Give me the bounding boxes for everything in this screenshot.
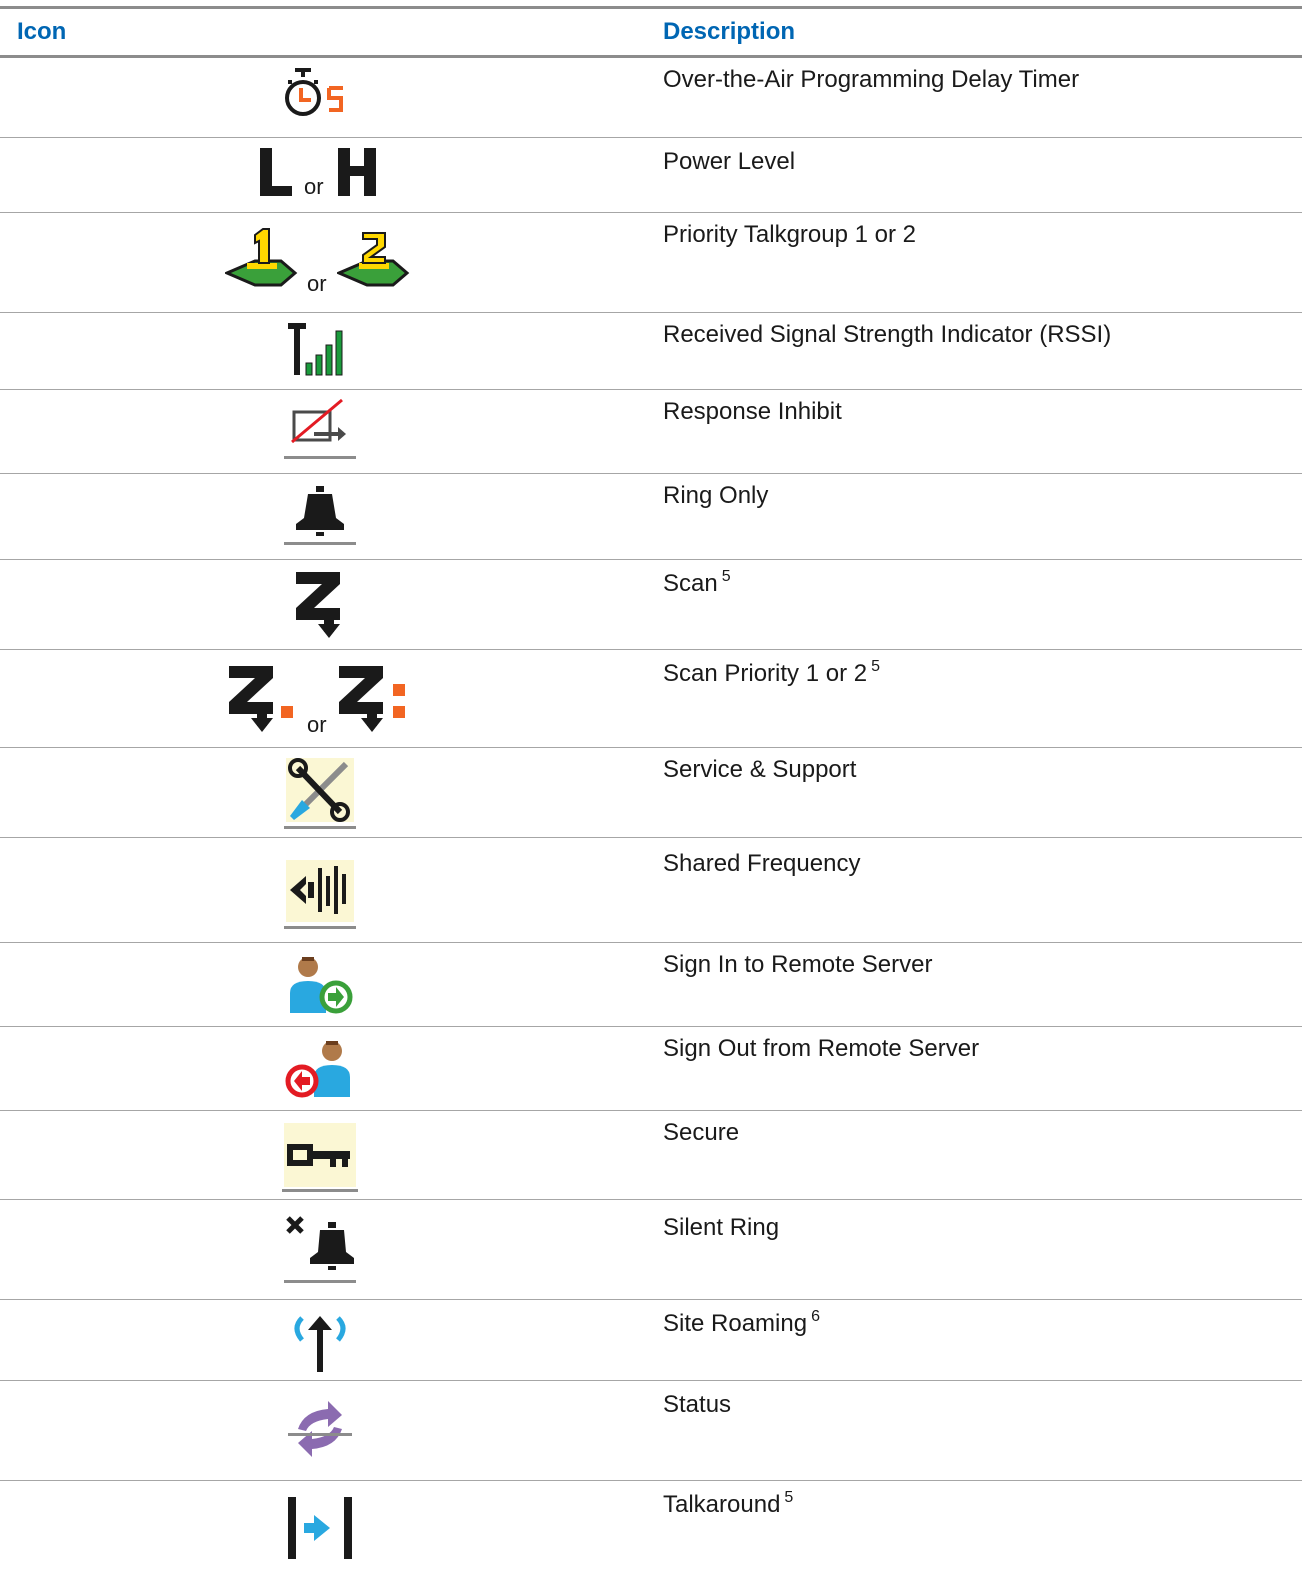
footnote-ref: 5 — [784, 1489, 794, 1506]
or-label: or — [307, 712, 327, 737]
header-description-label: Description — [663, 18, 796, 45]
sign-in-remote-server-icon — [284, 953, 356, 1015]
scan-icon — [292, 566, 348, 642]
table-row — [0, 1200, 1302, 1300]
row-description: Service & Support — [663, 756, 857, 783]
row-description: Over-the-Air Programming Delay Timer — [663, 66, 1080, 93]
row-description: Ring Only — [663, 482, 769, 509]
table-header — [0, 9, 1302, 55]
silent-ring-icon — [284, 1214, 356, 1284]
talkaround-icon — [284, 1495, 356, 1561]
table-row — [0, 560, 1302, 650]
priority-2-icon — [337, 227, 417, 291]
row-description: Silent Ring — [663, 1214, 780, 1241]
scan-priority-2-icon — [335, 660, 415, 736]
table-row — [0, 650, 1302, 748]
table-row — [0, 313, 1302, 390]
secure-key-icon — [282, 1121, 358, 1193]
status-icon — [284, 1395, 356, 1465]
row-description: Sign Out from Remote Server — [663, 1035, 980, 1062]
row-description: Shared Frequency — [663, 850, 861, 877]
or-label: or — [307, 271, 327, 296]
ring-only-icon — [284, 484, 356, 546]
rssi-icon — [288, 321, 352, 377]
footnote-ref: 5 — [721, 568, 731, 585]
table-row — [0, 213, 1302, 313]
or-label: or — [304, 174, 324, 199]
table-row — [0, 1111, 1302, 1200]
table-row — [0, 390, 1302, 474]
row-description: Sign In to Remote Server — [663, 951, 933, 978]
table-row — [0, 1300, 1302, 1381]
table-row — [0, 474, 1302, 560]
row-description: Secure — [663, 1119, 740, 1146]
table-row — [0, 1481, 1302, 1585]
power-high-icon — [338, 148, 378, 198]
footnote-ref: 6 — [811, 1308, 820, 1325]
table-row — [0, 748, 1302, 838]
row-description: Priority Talkgroup 1 or 2 — [663, 221, 917, 248]
table-row — [0, 1027, 1302, 1111]
response-inhibit-icon — [284, 398, 356, 460]
service-support-icon — [284, 756, 356, 830]
ota-delay-timer-icon — [285, 66, 355, 126]
scan-priority-1-icon — [225, 660, 301, 736]
shared-frequency-icon — [284, 858, 356, 930]
table-row — [0, 838, 1302, 943]
row-description: Talkaround $^5$ — [663, 1489, 794, 1518]
priority-1-icon — [225, 227, 305, 291]
row-description: Scan $^5$ — [663, 568, 731, 597]
table-row — [0, 138, 1302, 213]
row-description: Status — [663, 1391, 732, 1418]
site-roaming-icon — [288, 1312, 352, 1374]
row-description: Scan Priority 1 or 2 $^5$ — [663, 658, 880, 687]
table-row — [0, 58, 1302, 138]
row-description: Site Roaming $^6$ — [663, 1308, 820, 1337]
row-description: Response Inhibit — [663, 398, 842, 425]
power-low-icon — [260, 148, 300, 198]
row-description: Power Level — [663, 148, 796, 175]
header-icon-label: Icon — [17, 18, 67, 45]
sign-out-remote-server-icon — [284, 1037, 356, 1099]
footnote-ref: 5 — [871, 658, 880, 675]
table-row — [0, 943, 1302, 1027]
table-row — [0, 1381, 1302, 1481]
row-description: Received Signal Strength Indicator (RSSI) — [663, 321, 1112, 348]
